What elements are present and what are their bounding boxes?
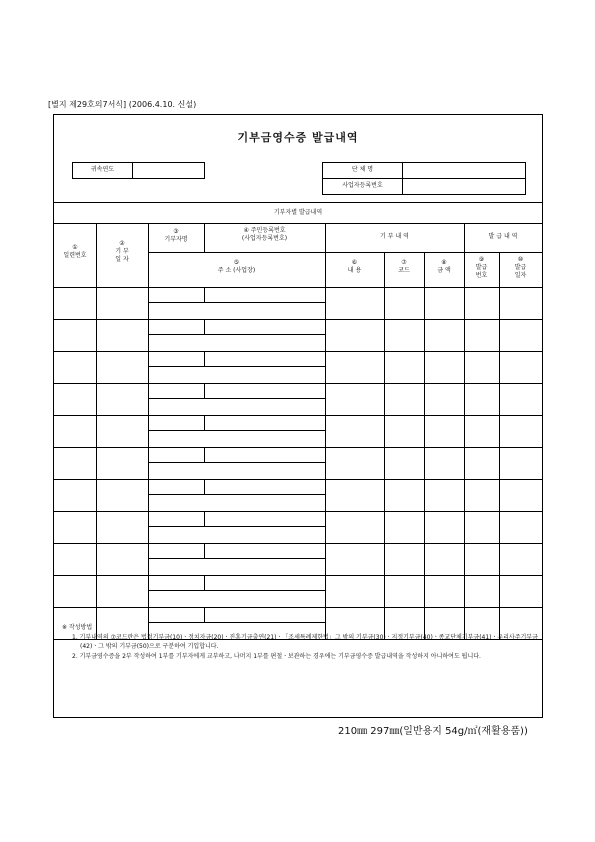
table-row[interactable] — [54, 415, 542, 447]
col-resident-no: ④ 주민등록번호 (사업자등록번호) — [241, 227, 288, 243]
col-code: ⑦ 코드 — [398, 259, 410, 275]
instruction-2: 2. 기부금영수증을 2부 작성하여 1부를 기부자에게 교부하고, 나머지 1부를 편철ㆍ보관하는 경우에는 기부금영수증 발급내역을 작성하지 아니하여도 됩니다. — [72, 652, 481, 660]
instructions-heading: ※ 작성방법 — [62, 624, 93, 631]
bizno-label: 사업자등록번호 — [322, 178, 403, 195]
company-field[interactable] — [402, 162, 526, 179]
col-amount: ⑧ 금 액 — [437, 259, 451, 275]
instruction-1: 1. 기부내역의 ⑦코드란은 법정기부금(10)ㆍ정치자금(20)ㆍ진흥기금출연(21)ㆍ「조세특례제한법」그 밖의 기부금(30)ㆍ지정기부금(40)ㆍ종교단체기부금(41)ㆍ우리사주기부금(42)ㆍ그 밖의 기부금(50)으로 구분하여 기입합니다. — [72, 633, 538, 651]
table-row[interactable] — [54, 511, 542, 543]
col-issue-no: ⑨ 발급 번호 — [475, 256, 488, 280]
group-issue: 발 급 내 역 — [488, 233, 518, 240]
table-row[interactable] — [54, 447, 542, 479]
col-address: ⑤ 주 소 (사업장) — [217, 259, 256, 275]
table-row[interactable] — [54, 351, 542, 383]
instructions — [62, 623, 540, 661]
col-date: ② 기 부 일 자 — [115, 240, 129, 264]
year-field[interactable] — [132, 162, 205, 179]
table-row[interactable] — [54, 479, 542, 511]
col-issue-date: ⑩ 발급 일자 — [514, 256, 527, 280]
table-row[interactable] — [54, 287, 542, 319]
col-content: ⑥ 내 용 — [347, 259, 362, 275]
form-title: 기부금영수증 발급내역 — [237, 131, 359, 144]
table-row[interactable] — [54, 319, 542, 351]
table-row[interactable] — [54, 383, 542, 415]
bizno-field[interactable] — [402, 178, 526, 195]
table-row[interactable] — [54, 575, 542, 607]
form-sheet — [53, 114, 543, 718]
section-title: 기부자별 발급내역 — [273, 209, 323, 216]
year-label: 귀속연도 — [72, 162, 133, 179]
col-donor-name: ③ 기부자명 — [164, 228, 188, 244]
company-label: 단 체 명 — [322, 162, 403, 179]
paper-spec: 210㎜ 297㎜(일반용지 54g/㎡(재활용품)) — [338, 726, 528, 737]
form-number: [별지 제29호의7서식] (2006.4.10. 신설) — [48, 100, 197, 109]
col-serial: ① 일련번호 — [63, 244, 87, 260]
table-row[interactable] — [54, 543, 542, 575]
group-donation: 기 부 내 역 — [380, 233, 409, 240]
